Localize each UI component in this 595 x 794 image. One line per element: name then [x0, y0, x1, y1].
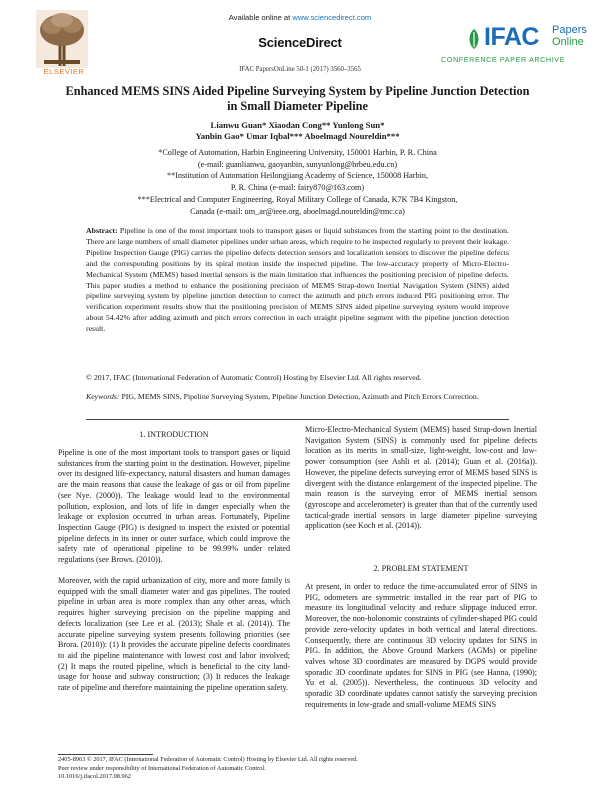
affiliations	[80, 147, 515, 217]
elsevier-wordmark: ELSEVIER	[43, 67, 85, 76]
authors-line-2: Yanbin Gao* Umar Iqbal*** Aboelmagd Noureldin***	[195, 131, 400, 141]
affiliation-line: P. R. China (e-mail: fairy870@163.com)	[230, 183, 365, 193]
author-list	[60, 120, 535, 142]
sciencedirect-logo: ScienceDirect	[258, 35, 342, 50]
paragraph: At present, in order to reduce the time-accumulated error of SINS in PIG, odometers are symmetric installed in the rear part of PIG to measure its longitudinal velocity and reduce slippage induced error. Moreover, the non-holonomic constraints of cylinder-shaped PIG could provide zero-velocity updates in both vertical and lateral directions. Consequently, there are continuous 3D velocity updates for SINS in PIG. In addition, the Above Ground Markers (AGMs) or pipeline valves whose 3D coordinates are measured by DGPS would provide sporadic 3D coordinate updates for SINS in PIG (see Hanna, (1990); Yu et al. (2005)). Nevertheless, the continuous 3D velocity and sporadic 3D coordinate updates cannot satisfy the surveying precision requirements in low-grade and small-volume MEMS SINS	[305, 582, 537, 709]
ifac-online-word: Online	[552, 36, 584, 48]
abstract-divider	[86, 419, 509, 420]
affiliation-line: Canada (e-mail: um_ar@ieee.org, aboelmagd.noureldin@rmc.ca)	[190, 206, 405, 216]
right-column	[305, 425, 537, 532]
elsevier-tree-logo	[36, 10, 88, 68]
keywords-text: PIG, MEMS SINS, Pipeline Surveying System, Pipeline Junction Detection, Azimuth and Pitch Errors Correction.	[121, 392, 479, 401]
footer-doi[interactable]: 10.1016/j.ifacol.2017.08.962	[58, 773, 131, 781]
footer	[58, 756, 537, 782]
abstract-label: Abstract:	[86, 226, 118, 235]
keywords-label: Keywords:	[86, 392, 120, 401]
footer-issn-line: 2405-8963 © 2017, IFAC (International Federation of Automatic Control) Hosting by Elsevier Ltd. All rights reserved.	[58, 756, 358, 763]
affiliation-line: *College of Automation, Harbin Engineering University, 150001 Harbin, P. R. China	[158, 148, 437, 157]
paper-title: Enhanced MEMS SINS Aided Pipeline Surveying System by Pipeline Junction Detection in Small Diameter Pipeline	[65, 84, 530, 113]
copyright-notice: © 2017, IFAC (International Federation of Automatic Control) Hosting by Elsevier Ltd. All rights reserved.	[86, 373, 422, 382]
journal-citation: IFAC PapersOnLine 50-1 (2017) 3560–3565	[239, 66, 361, 73]
authors-line-1: Lianwu Guan* Xiaodan Cong** Yunlong Sun*	[210, 120, 385, 130]
affiliation-line: ***Electrical and Computer Engineering, Royal Military College of Canada, K7K 7B4 Kingston,	[137, 194, 458, 204]
section-heading-problem-statement: 2. PROBLEM STATEMENT	[373, 564, 469, 573]
footer-peer-review-line: Peer review under responsibility of International Federation of Automatic Control.	[58, 764, 266, 772]
ifac-leaf-icon	[466, 28, 482, 50]
left-column	[58, 448, 290, 694]
paragraph: Micro-Electro-Mechanical System (MEMS) based Strap-down Inertial Navigation System (SINS) is commonly used for pipeline defects location as its merits in small-size, light-weight, low-cost and low-power consumption (see Ashli et al. (2014); Guan et al. (2016a)). However, the pipeline defects surveying error of MEMS based SINS is divergent with the distance enlargement of the inspected pipeline. The main reason is the surveying error of MEMS inertial sensors (gyroscope and accelerometer) is greater than that of the currently used tactical-grade inertial sensors in large diameter pipeline surveying application (see Koch et al. (2014)).	[305, 425, 537, 531]
footer-divider	[58, 754, 153, 755]
ifac-wordmark: IFAC	[484, 23, 539, 51]
ifac-papers-word: Papers	[552, 24, 587, 36]
available-online-line	[180, 13, 420, 22]
paragraph: Moreover, with the rapid urbanization of city, more and more family is equipped with the small diameter water and gas pipelines. The routed pipeline in urban area is more complex than any other areas, which requires higher surveying precision on the pipeline mapping and defects localization (see Lee et al. (2013); Shale et al. (2014)). The accurate pipeline surveying system presents following priorities (see Brora. (2010)): (1) It provides the accurate pipeline defects coordinates to aid the pipeline maintenance with lowest cost and labor involved; (2) It maps the routed pipeline, which is beneficial to the city land-usage for house and subway construction; (3) It reduces the leakage rate of pipeline and therefore maintaining the pipeline operation safety.	[58, 575, 290, 693]
abstract	[86, 226, 509, 335]
sciencedirect-link[interactable]: www.sciencedirect.com	[292, 13, 372, 22]
conference-paper-archive-label: CONFERENCE PAPER ARCHIVE	[441, 55, 566, 64]
abstract-text: Pipeline is one of the most important tools to transport gases or liquid substances from the starting point to the destination. There are large numbers of small diameter pipelines under urban areas, which require to be inspected regularly to prevent their leakage. Pipeline Inspection Gauge (PIG) carries the pipeline defects detection sensors and localization sensors to discover the pipeline defects and the corresponding positions by its spiral motion inside the inspected pipeline. The low-accuracy property of Micro-Electro-Mechanical System (MEMS) based inertial sensors is the main limitation that influences the positioning precision of pipeline defects. This paper studies a method to enhance the positioning precision of MEMS Strap-down Inertial Navigation System (SINS) aided pipeline surveying system by pipeline junction detection to correct the azimuth and pitch errors induced PIG positioning error. The verification experiment results show that the positioning precision of MEMS SINS aided pipeline surveying system would improve about 54.42% after adding azimuth and pitch errors correction in each straight pipeline segment with the pipeline junction detection result.	[86, 226, 509, 334]
paragraph: Pipeline is one of the most important tools to transport gases or liquid substances from the starting point to the destination. However, pipeline over its designed life-expectancy, natural disasters and human damages are the main reasons that cause the leakage of gas or oil from pipeline (see Nye. (2000)). The leakage would lead to the environmental pollution, explosion, and lots of life in danger especially when the leakage or explosion occurred in urban areas. Fortunately, Pipeline Inspection Gauge (PIG) is designed to inspect the existed or potential pipeline defects in its inner or outer surface, which could improve the safety rate of operational pipeline to be 99.99% under related regulations (see Brows. (2010)).	[58, 448, 290, 565]
affiliation-line: (e-mail: guanlianwu, gaoyanbin, sunyunlong@hrbeu.edu.cn)	[197, 159, 398, 169]
affiliation-line: **Institution of Automation Heilongjiang Academy of Science, 150008 Harbin,	[166, 171, 429, 181]
right-column-continued	[305, 582, 537, 711]
section-heading-introduction: 1. INTRODUCTION	[139, 430, 209, 439]
available-prefix: Available online at	[228, 13, 293, 22]
keywords	[86, 392, 509, 403]
